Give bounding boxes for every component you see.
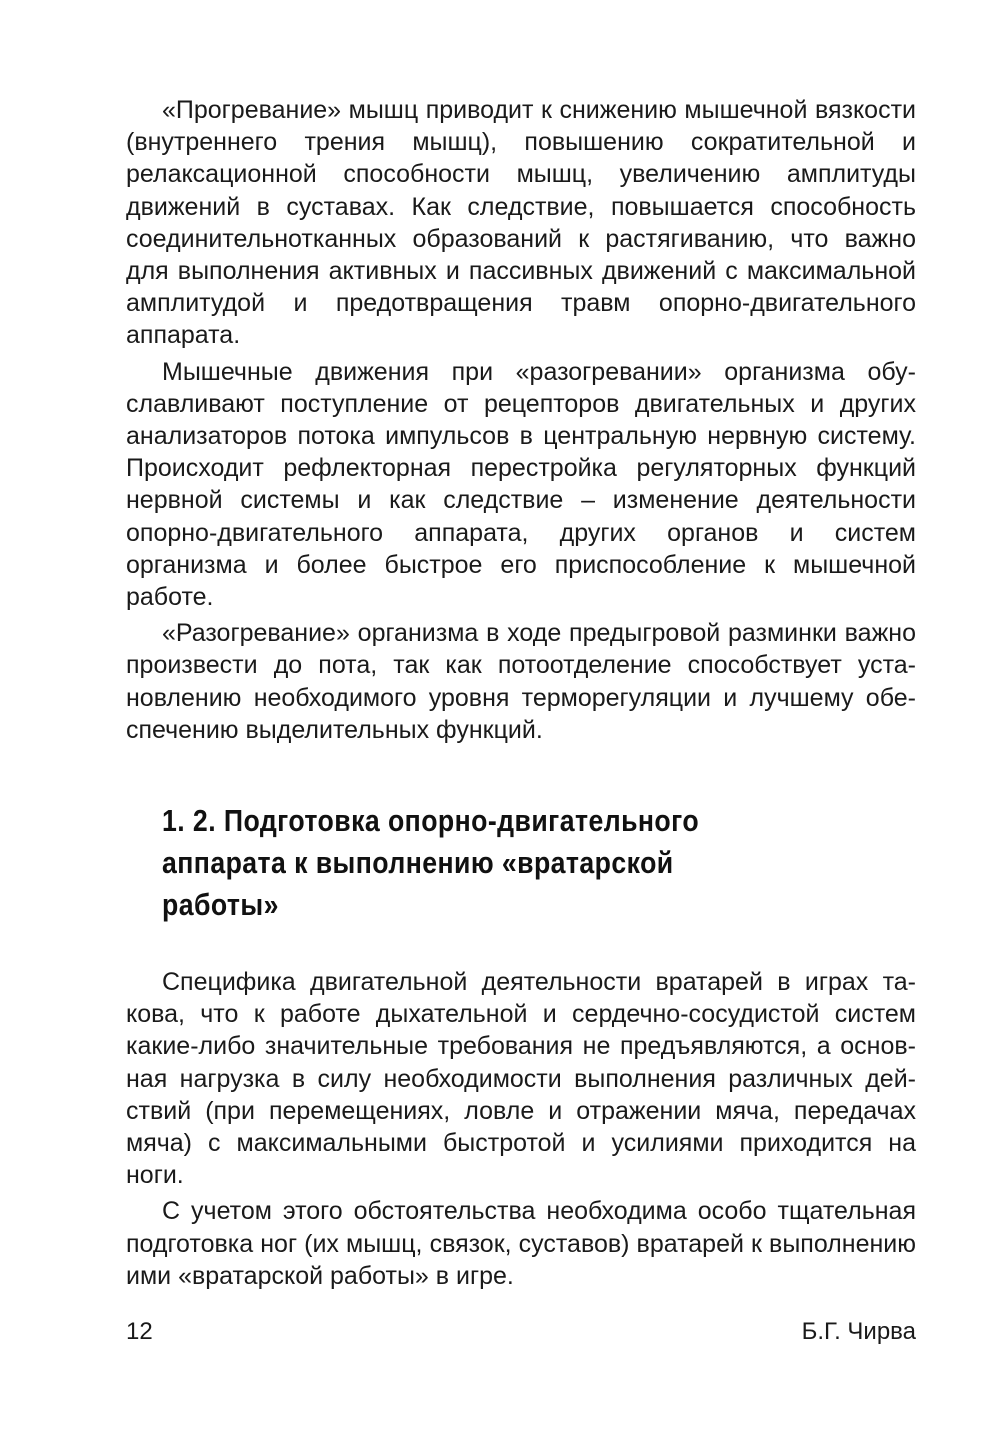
paragraph: С учетом этого обстоятельства необходима особо тщательная подготовка ног (их мышц, связок, суставов) вратарей к выполнению ими «вратарской работы» в игре.	[126, 1197, 916, 1290]
paragraph: «Разогревание» организма в ходе предыгровой разминки важно произвести до пота, так как потоотделение способствует установлению необходимого уровня терморегуляции и лучшему обеспечению выделительных функций.	[126, 619, 916, 744]
paragraph: Специфика двигательной деятельности вратарей в играх такова, что к работе дыхательной и сердечно-сосудистой систем какие-либо значительные требования не предъявляются, а основная нагрузка в силу необходимости выполнения различных действий (при перемещениях, ловле и отражении мяча, передачах мяча) с максимальными быстротой и усилиями приходится на ноги.	[126, 968, 916, 1190]
paragraph: Мышечные движения при «разогревании» организма обуславливают поступление от рецепторов двигательных и других анализаторов потока импульсов в центральную нервную систему. Происходит рефлекторная перестройка регуляторных функций нервной системы и как следствие – изменение деятельности опорно-двигательного аппарата, других органов и систем организма и более быстрое его приспособление к мышечной работе.	[126, 357, 916, 612]
body-text-top	[126, 94, 916, 750]
paragraph: «Прогревание» мышц приводит к снижению мышечной вязкости (внутреннего трения мышц), повышению сократительной и релаксационной способности мышц, увеличению амплитуды движений в суставах. Как следствие, повышается способность соединительнотканных образований к растягиванию, что важно для выполнения активных и пассивных движений с максимальной амплитудой и предотвращения травм опорно-двигательного аппарата.	[126, 96, 916, 350]
section-heading: 1. 2. Подготовка опорно-двигательного аппарата к выполнению «вратарской работы»	[162, 803, 700, 922]
running-footer-author: Б.Г. Чирва	[801, 1318, 916, 1345]
page-number: 12	[126, 1318, 153, 1345]
body-text-bottom	[126, 966, 916, 1296]
